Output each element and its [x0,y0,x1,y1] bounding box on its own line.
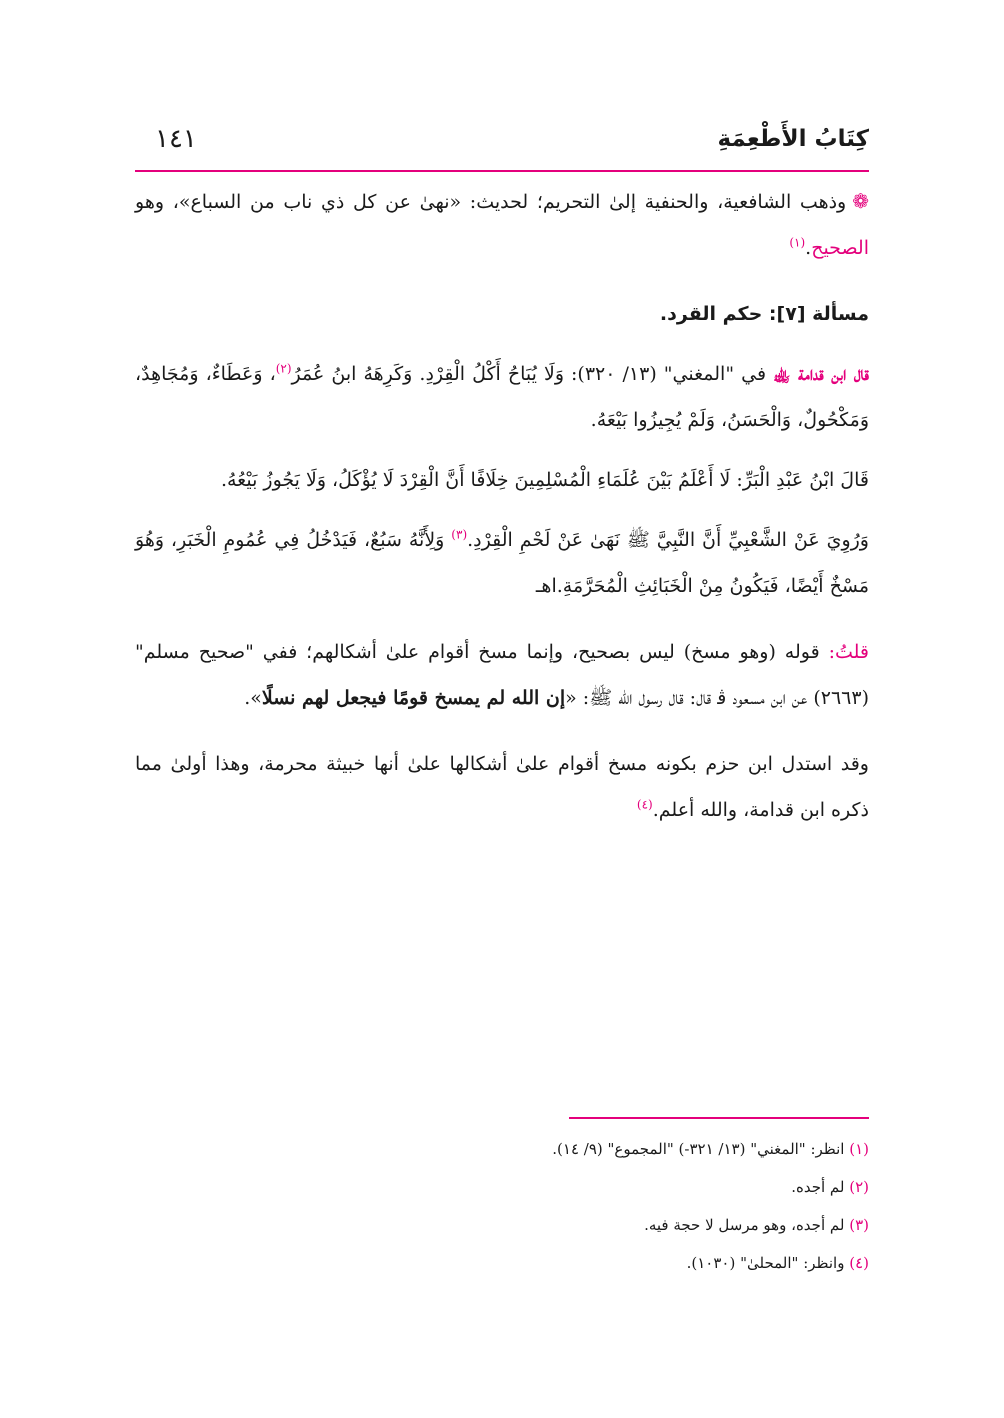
footnote-1 [135,1130,869,1168]
issue-heading [135,291,869,337]
qultu-lead: قلتُ: [828,641,869,663]
issue-label: مسألة [٧]: [768,303,869,325]
paragraph-ibn-qudama: قال ابن قدامة ﵀ في "المغني" (١٣/ ٣٢٠): وَلَا يُبَاحُ أَكْلُ الْقِرْدِ. وَكَرِهَهُ ابنُ عُمَرُ$^{(٢)}$، وَعَطَاءٌ، وَمُجَاهِدٌ، وَمَكْحُولٌ، وَالْحَسَنُ، وَلَمْ يُجِيزُوا بَيْعَهُ. [135,361,869,431]
sahih-label: الصحيح [811,237,869,259]
flower-ornament-icon: ❁ [852,189,869,213]
paragraph-qultu-comment: قلتُ: قوله (وهو مسخ) ليس بصحيح، وإنما مسخ أقوام علىٰ أشكالهم؛ ففي "صحيح مسلم" (٢٦٦٣) عن ابن مسعود ﭬ قال: قال رسول الله ﷺ: «إن الله لم يمسخ قومًا فيجعل لهم نسلًا». [135,641,869,709]
footnote-4 [135,1244,869,1282]
issue-title: حكم القرد. [659,303,763,325]
footnote-number: (٤) [849,1254,869,1272]
footnote-ref-1: (١) [789,235,806,250]
header-divider [135,170,869,172]
footnote-ref-4: (٤) [636,797,653,812]
page-number: ١٤١ [155,124,197,154]
footnote-ref-3: (٣) [451,527,468,542]
footnote-number: (٢) [849,1178,869,1196]
main-content [135,178,869,853]
footnote-text: انظر: "المغني" (١٣/ ٣٢١-) "المجموع" (٩/ ١٤). [552,1140,850,1158]
paragraph-ibn-hazm: وقد استدل ابن حزم بكونه مسخ أقوام علىٰ أشكالها علىٰ أنها خبيثة محرمة، وهذا أولىٰ مما ذكره ابن قدامة، والله أعلم.$^{(٤)}$ [135,753,869,821]
hadith-quote: إن الله لم يمسخ قومًا فيجعل لهم نسلًا [261,687,566,709]
page-header [135,120,869,170]
paragraph-shabi-narration: وَرُوِيَ عَنْ الشَّعْبِيِّ أَنَّ النَّبِيَّ ﷺ نَهَىٰ عَنْ لَحْمِ الْقِرْدِ.$^{(٣)}$ وَلِأَنَّهُ سَبُعٌ، فَيَدْخُلُ فِي عُمُومِ الْخَبَرِ، وَهُوَ مَسْخٌ أَيْضًا، فَيَكُونُ مِنْ الْخَبَائِثِ الْمُحَرَّمَةِ.اهـ [135,527,869,597]
ibn-qudama-lead: قال ابن قدامة ﵀ [773,363,869,385]
footnote-3 [135,1206,869,1244]
footnote-number: (١) [849,1140,869,1158]
book-title: كِتَابُ الأَطْعِمَةِ [717,126,869,152]
footnote-number: (٣) [849,1216,869,1234]
footnote-text: وانظر: "المحلىٰ" (١٠٣٠). [686,1254,850,1272]
footnote-ref-2: (٢) [275,361,292,376]
footnotes [135,1130,869,1282]
footnote-2 [135,1168,869,1206]
footnote-text: لم أجده، وهو مرسل لا حجة فيه. [644,1216,850,1234]
footnote-text: لم أجده. [791,1178,850,1196]
paragraph-shafii-ruling: ❁وذهب الشافعية، والحنفية إلىٰ التحريم؛ لحديث: «نهىٰ عن كل ذي ناب من السباع»، وهو الصحيح.$^{(١)}$ [135,189,869,259]
footnote-divider [569,1117,869,1119]
paragraph-ibn-abd-albarr: قَالَ ابْنُ عَبْدِ الْبَرِّ: لَا أَعْلَمُ بَيْنَ عُلَمَاءِ الْمُسْلِمِينَ خِلَافًا أَنَّ الْقِرْدَ لَا يُؤْكَلُ، وَلَا يَجُوزُ بَيْعُهُ. [220,469,869,491]
